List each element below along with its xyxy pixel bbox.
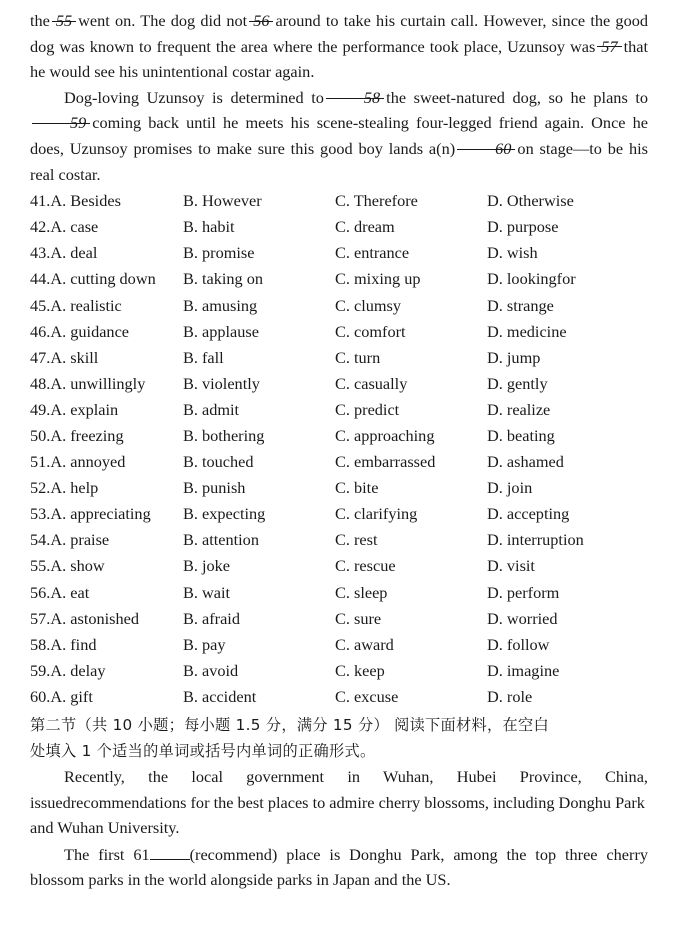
option-a[interactable] <box>30 345 183 371</box>
option-b[interactable]: B. violently <box>183 373 260 393</box>
option-row <box>30 580 648 606</box>
passage-text: on stage—to be his real costar. <box>30 138 648 184</box>
option-text: A. help <box>50 478 99 498</box>
option-text: A. Besides <box>50 191 121 211</box>
option-a[interactable] <box>30 188 183 214</box>
section2-paragraph-1 <box>30 764 648 815</box>
option-b[interactable]: B. fall <box>183 347 224 367</box>
passage-paragraph-2 <box>30 85 648 187</box>
blank-58: 58 <box>326 85 384 111</box>
option-b[interactable]: B. joke <box>183 556 231 576</box>
option-c[interactable]: C. sure <box>335 608 382 628</box>
option-b[interactable]: B. avoid <box>183 660 239 680</box>
question-number: 56. <box>30 582 51 602</box>
question-number: 47. <box>30 347 51 367</box>
option-row <box>30 345 648 371</box>
option-text: A. cutting down <box>50 269 156 289</box>
passage-text: Recently, the local government in Wuhan, Hubei Province, China, issuedrecommendations for the best places to admire cherry blossoms, including Donghu Park <box>30 767 648 812</box>
option-d[interactable]: D. follow <box>487 634 550 654</box>
option-c[interactable]: C. rescue <box>335 556 396 576</box>
question-number: 44. <box>30 269 51 289</box>
question-number: 57. <box>30 608 51 628</box>
option-text: A. annoyed <box>50 452 126 472</box>
blank-57: 57 <box>597 34 621 60</box>
question-number: 42. <box>30 217 51 237</box>
option-text: A. deal <box>50 243 98 263</box>
option-c[interactable]: C. entrance <box>335 243 410 263</box>
section2-paragraph-1-tail <box>30 815 648 841</box>
option-row <box>30 371 648 397</box>
option-row <box>30 606 648 632</box>
passage-text: and Wuhan University. <box>30 818 180 838</box>
option-d[interactable]: D. realize <box>487 399 551 419</box>
answer-blank-61[interactable] <box>150 841 190 860</box>
option-text: A. realistic <box>50 295 122 315</box>
option-a[interactable] <box>30 658 183 684</box>
option-row <box>30 475 648 501</box>
option-c[interactable]: C. approaching <box>335 426 435 445</box>
option-a[interactable] <box>30 684 183 710</box>
option-c[interactable]: C. rest <box>335 530 378 550</box>
section-heading-line: 处填入 1 个适当的单词或括号内单词的正确形式。 <box>30 742 376 761</box>
option-row <box>30 266 648 292</box>
passage-text: The first 61 <box>64 844 150 864</box>
section-heading <box>30 712 648 764</box>
option-a[interactable] <box>30 606 183 632</box>
question-number: 45. <box>30 295 51 315</box>
passage-text: around to take his curtain call. However, since the good dog was known to frequent the area where the performance took place, Uzunsoy was <box>30 11 648 56</box>
option-row <box>30 501 648 527</box>
option-b[interactable]: B. habit <box>183 217 235 237</box>
blank-56: 56 <box>249 8 273 34</box>
option-a[interactable] <box>30 319 183 345</box>
question-number: 43. <box>30 243 51 263</box>
option-d[interactable]: D. accepting <box>487 504 570 524</box>
section-heading-line: 第二节（共 10 小题；每小题 1.5 分，满分 15 分） 阅读下面材料，在空白 <box>30 716 549 735</box>
option-row <box>30 423 648 449</box>
option-a[interactable] <box>30 214 183 240</box>
passage-paragraph-1 <box>30 8 648 85</box>
option-a[interactable] <box>30 632 183 658</box>
option-a[interactable] <box>30 475 183 501</box>
option-d[interactable]: D. imagine <box>487 660 560 680</box>
option-b[interactable]: B. punish <box>183 478 246 498</box>
passage-text: went on. The dog did not <box>78 11 248 30</box>
option-d[interactable]: D. worried <box>487 608 558 628</box>
option-a[interactable] <box>30 501 183 527</box>
option-d[interactable]: D. strange <box>487 295 554 315</box>
option-d[interactable]: D. join <box>487 478 533 498</box>
question-number: 58. <box>30 634 51 654</box>
option-row <box>30 293 648 319</box>
option-row <box>30 397 648 423</box>
option-b[interactable]: B. applause <box>183 321 259 341</box>
option-c[interactable]: C. excuse <box>335 686 399 706</box>
option-d[interactable]: D. interruption <box>487 530 584 550</box>
option-a[interactable] <box>30 371 183 397</box>
option-c[interactable]: C. award <box>335 634 394 654</box>
option-row <box>30 188 648 214</box>
option-b[interactable]: B. accident <box>183 686 257 706</box>
option-d[interactable]: D. lookingfor <box>487 269 576 289</box>
option-b[interactable]: B. attention <box>183 530 259 550</box>
passage-text: the <box>30 11 50 30</box>
option-d[interactable]: D. ashamed <box>487 452 564 472</box>
option-d[interactable]: D. role <box>487 686 533 706</box>
option-row <box>30 214 648 240</box>
option-a[interactable] <box>30 293 183 319</box>
option-text: A. case <box>50 217 99 237</box>
option-c[interactable]: C. dream <box>335 217 395 237</box>
option-text: A. praise <box>50 530 110 550</box>
option-a[interactable] <box>30 580 183 606</box>
option-d[interactable]: D. Otherwise <box>487 191 574 211</box>
option-text: A. explain <box>50 399 119 419</box>
option-a[interactable] <box>30 449 183 475</box>
option-a[interactable] <box>30 423 183 449</box>
question-number: 55. <box>30 556 51 576</box>
option-text: A. unwillingly <box>50 373 146 393</box>
passage-text: coming back until he meets his scene-stealing four-legged friend again. Once he does, Uzunsoy promises to make sure this good boy lands a(n) <box>30 113 648 158</box>
option-b[interactable]: B. promise <box>183 243 255 263</box>
option-row <box>30 658 648 684</box>
option-b[interactable]: B. expecting <box>183 504 266 524</box>
option-text: A. skill <box>50 347 99 367</box>
question-number: 48. <box>30 373 51 393</box>
question-number: 60. <box>30 686 51 706</box>
option-text: A. show <box>50 556 105 576</box>
option-c[interactable]: C. keep <box>335 660 385 680</box>
option-b[interactable]: B. However <box>183 191 262 211</box>
option-a[interactable] <box>30 397 183 423</box>
option-row <box>30 553 648 579</box>
option-b[interactable]: B. amusing <box>183 295 258 315</box>
option-a[interactable] <box>30 553 183 579</box>
option-c[interactable]: C. mixing up <box>335 269 421 289</box>
option-row <box>30 684 648 710</box>
option-d[interactable]: D. gently <box>487 373 548 393</box>
option-c[interactable]: C. predict <box>335 399 400 419</box>
option-c[interactable]: C. sleep <box>335 582 388 602</box>
question-number: 46. <box>30 321 51 341</box>
option-text: A. astonished <box>50 608 139 628</box>
passage-text: (recommend) place is Donghu Park, among the top three cherry blossom parks in the world alongside parks in Japan and the US. <box>30 844 649 890</box>
passage-text: Dog-loving Uzunsoy is determined to <box>64 87 324 107</box>
option-row <box>30 449 648 475</box>
option-c[interactable]: C. comfort <box>335 321 406 341</box>
question-number: 59. <box>30 660 51 680</box>
option-b[interactable]: B. pay <box>183 634 226 654</box>
option-d[interactable]: D. jump <box>487 347 541 367</box>
option-text: A. appreciating <box>50 504 151 524</box>
section2-paragraph-2 <box>30 841 648 893</box>
option-text: A. eat <box>50 582 90 602</box>
option-a[interactable] <box>30 240 183 266</box>
option-d[interactable]: D. visit <box>487 556 535 576</box>
option-c[interactable]: C. embarrassed <box>335 452 436 472</box>
option-text: A. guidance <box>50 321 130 341</box>
option-c[interactable]: C. Therefore <box>335 191 418 211</box>
option-text: A. delay <box>50 660 106 680</box>
question-number: 41. <box>30 191 51 211</box>
option-b[interactable]: B. taking on <box>183 269 264 289</box>
question-number: 52. <box>30 478 51 498</box>
option-b[interactable]: B. afraid <box>183 608 240 628</box>
option-c[interactable]: C. casually <box>335 373 408 393</box>
option-row <box>30 240 648 266</box>
option-a[interactable] <box>30 527 183 553</box>
option-text: A. find <box>50 634 97 654</box>
option-row <box>30 527 648 553</box>
option-d[interactable]: D. purpose <box>487 217 559 237</box>
question-number: 51. <box>30 452 51 472</box>
option-d[interactable]: D. wish <box>487 243 538 263</box>
option-b[interactable]: B. admit <box>183 399 240 419</box>
option-d[interactable]: D. perform <box>487 582 560 602</box>
blank-59: 59 <box>32 110 90 136</box>
option-row <box>30 632 648 658</box>
option-c[interactable]: C. clumsy <box>335 295 402 315</box>
passage-text: that he would see his unintentional costar again. <box>30 36 648 82</box>
passage-text: the sweet-natured dog, so he plans to <box>386 87 648 107</box>
options-list <box>30 188 648 710</box>
question-number: 50. <box>30 426 51 445</box>
option-b[interactable]: B. wait <box>183 582 231 602</box>
option-b[interactable]: B. touched <box>183 452 254 472</box>
option-c[interactable]: C. turn <box>335 347 381 367</box>
option-text: A. gift <box>50 686 93 706</box>
option-d[interactable]: D. beating <box>487 426 555 445</box>
option-c[interactable]: C. bite <box>335 478 379 498</box>
question-number: 49. <box>30 399 51 419</box>
option-b[interactable]: B. bothering <box>183 426 265 445</box>
question-number: 54. <box>30 530 51 550</box>
question-number: 53. <box>30 504 51 524</box>
option-text: A. freezing <box>50 426 124 445</box>
option-a[interactable] <box>30 266 183 292</box>
blank-60: 60 <box>457 136 515 162</box>
option-c[interactable]: C. clarifying <box>335 504 418 524</box>
blank-55: 55 <box>52 8 76 34</box>
option-d[interactable]: D. medicine <box>487 321 567 341</box>
option-row <box>30 319 648 345</box>
